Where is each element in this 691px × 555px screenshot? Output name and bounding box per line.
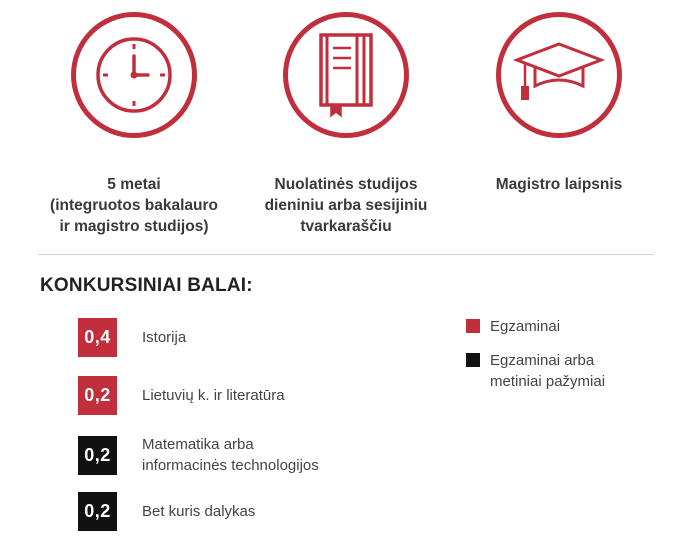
feature-caption xyxy=(449,174,669,195)
score-row-istorija xyxy=(78,318,186,357)
subject-line: Matematika arba xyxy=(142,436,254,453)
subject-line: informacinės technologijos xyxy=(142,457,319,474)
score-badge: 0,2 xyxy=(78,376,117,415)
caption-line: 5 metai xyxy=(107,176,161,193)
subject-label xyxy=(142,501,255,522)
score-badge: 0,2 xyxy=(78,436,117,475)
legend-label xyxy=(490,316,560,337)
feature-caption xyxy=(236,174,456,237)
notebook-icon xyxy=(311,30,381,120)
legend-line: Egzaminai arba xyxy=(490,352,595,369)
score-row-lietuviu xyxy=(78,376,285,415)
legend-swatch xyxy=(466,353,480,367)
feature-degree xyxy=(449,0,669,195)
caption-line: Nuolatinės studijos xyxy=(274,176,418,193)
feature-icon-circle xyxy=(283,12,409,138)
score-row-matematika xyxy=(78,434,319,476)
subject-label xyxy=(142,327,186,348)
feature-study-mode xyxy=(236,0,456,237)
section-title: KONKURSINIAI BALAI: xyxy=(40,275,253,296)
feature-icon-circle xyxy=(496,12,622,138)
score-row-bet-kuris xyxy=(78,492,255,531)
section-divider xyxy=(38,254,654,255)
legend-item-exam-or-grades xyxy=(466,350,605,392)
caption-line: (integruotos bakalauro xyxy=(50,197,218,214)
caption-line: dieniniu arba sesijiniu xyxy=(264,197,428,214)
caption-line: ir magistro studijos) xyxy=(59,218,209,235)
legend-swatch xyxy=(466,319,480,333)
clock-icon xyxy=(93,34,175,116)
legend-line: Egzaminai xyxy=(490,318,561,335)
subject-label xyxy=(142,385,285,406)
caption-line: tvarkaraščiu xyxy=(300,218,392,235)
feature-duration xyxy=(24,0,244,237)
legend-label xyxy=(490,350,605,392)
score-badge: 0,4 xyxy=(78,318,117,357)
feature-caption xyxy=(24,174,244,237)
legend-line: metiniai pažymiai xyxy=(490,373,606,390)
graduation-cap-icon xyxy=(513,40,605,110)
legend-item-exam xyxy=(466,316,560,337)
subject-line: Bet kuris dalykas xyxy=(142,503,256,520)
score-badge: 0,2 xyxy=(78,492,117,531)
subject-line: Istorija xyxy=(142,329,187,346)
subject-line: Lietuvių k. ir literatūra xyxy=(142,387,285,404)
subject-label xyxy=(142,434,319,476)
feature-icon-circle xyxy=(71,12,197,138)
caption-line: Magistro laipsnis xyxy=(495,176,623,193)
